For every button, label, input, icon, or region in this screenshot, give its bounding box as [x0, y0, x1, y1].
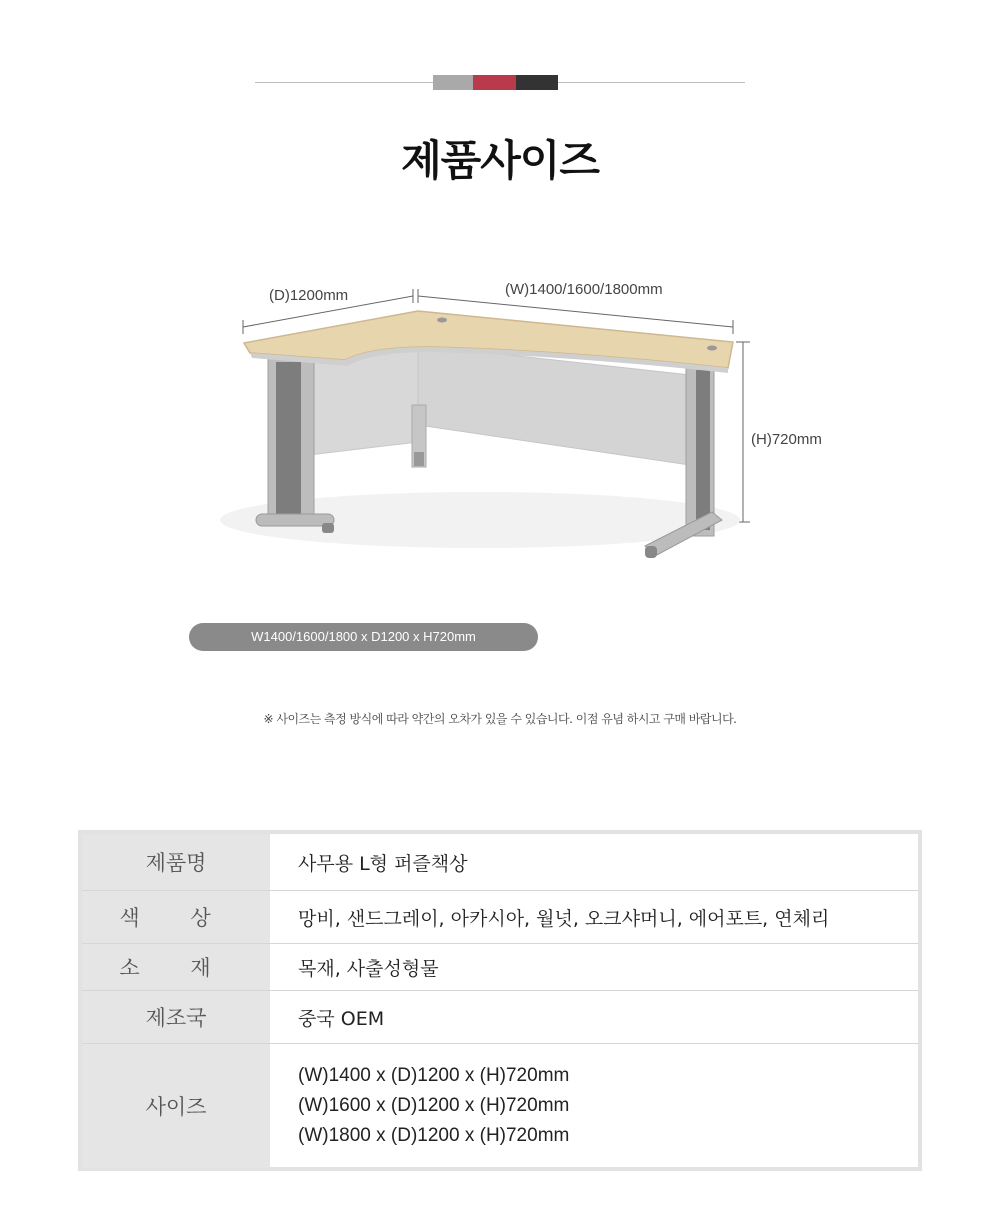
size-option: (W)1800 x (D)1200 x (H)720mm	[298, 1125, 570, 1146]
spec-key: 사이즈	[82, 1044, 270, 1169]
spec-row-color	[82, 891, 918, 944]
size-option: (W)1400 x (D)1200 x (H)720mm	[298, 1065, 570, 1086]
size-summary-badge: W1400/1600/1800 x D1200 x H720mm	[189, 623, 538, 651]
cable-hole-right	[707, 346, 717, 351]
page-title: 제품사이즈	[401, 136, 599, 185]
depth-label: (D)1200mm	[269, 287, 349, 304]
spec-row-size	[82, 1044, 918, 1169]
modesty-panel-side	[300, 348, 418, 456]
spec-value: 중국 OEM	[270, 991, 918, 1044]
spec-value: 목재, 사출성형물	[270, 944, 918, 991]
spec-key: 제조국	[82, 991, 270, 1044]
left-leg-mesh	[276, 362, 301, 516]
spec-key: 제품명	[82, 834, 270, 891]
left-foot	[256, 514, 334, 526]
spec-key: 소 재	[82, 944, 270, 991]
size-notice: ※ 사이즈는 측정 방식에 따라 약간의 오차가 있을 수 있습니다. 이점 유념 하시고 구매 바랍니다.	[263, 712, 737, 726]
width-label: (W)1400/1600/1800mm	[505, 281, 663, 298]
spec-key: 색 상	[82, 891, 270, 944]
spec-row-origin	[82, 991, 918, 1044]
spec-value: 망비, 샌드그레이, 아카시아, 월넛, 오크샤머니, 에어포트, 연체리	[270, 891, 918, 944]
height-label: (H)720mm	[751, 431, 822, 448]
right-leg-mesh	[696, 370, 710, 530]
size-option: (W)1600 x (D)1200 x (H)720mm	[298, 1095, 570, 1116]
accent-bar-dark	[516, 75, 558, 90]
desk-illustration	[0, 260, 1000, 580]
spec-table	[78, 830, 922, 1171]
accent-bar-gray	[433, 75, 473, 90]
cable-hole-left	[437, 318, 447, 323]
spec-value	[270, 1044, 918, 1169]
spec-row-product-name	[82, 834, 918, 891]
spec-row-material	[82, 944, 918, 991]
accent-bar-red	[473, 75, 516, 90]
spec-value: 사무용 L형 퍼즐책상	[270, 834, 918, 891]
